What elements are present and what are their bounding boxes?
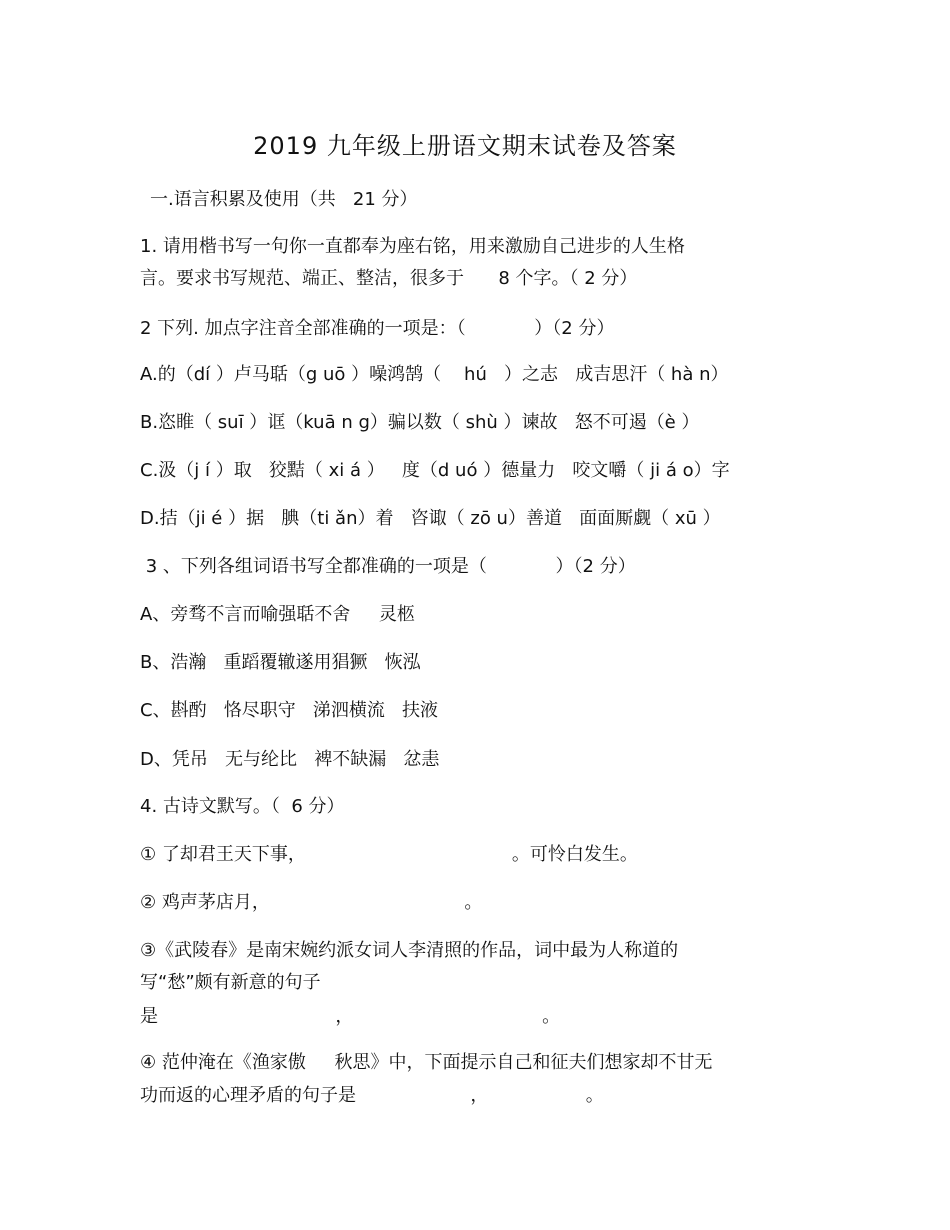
- q4-item-4-line-1: ④ 范仲淹在《渔家傲 秋思》中，下面提示自己和征夫们想家却不甘无: [140, 1052, 713, 1073]
- q4-item-3-line-1: ③《武陵春》是南宋婉约派女词人李清照的作品，词中最为人称道的: [140, 940, 679, 961]
- q1-line-1: 1. 请用楷书写一句你一直都奉为座右铭，用来激励自己进步的人生格: [140, 236, 685, 257]
- q2-option-d: D.拮（ji é ）据 腆（ti ǎn）着 咨诹（ zō u）善道 面面厮觑（ xū ）: [140, 508, 721, 529]
- q4-item-3-line-2: 写“愁”颇有新意的句子: [140, 972, 321, 993]
- q3-option-c: C、斟酌 恪尽职守 涕泗横流 扶液: [140, 700, 439, 721]
- q2-option-a: A.的（dí ）卢马聒（g uō ）噪鸿鹄（ hú ）之志 成吉思汗（ hà n）: [140, 364, 729, 385]
- q4-stem: 4. 古诗文默写。（ 6 分）: [140, 796, 345, 817]
- q3-option-d: D、凭吊 无与纶比 裨不缺漏 忿恚: [140, 749, 440, 770]
- q3-option-b: B、浩瀚 重蹈覆辙遂用猖獗 恢泓: [140, 652, 421, 673]
- q2-stem: 2 下列. 加点字注音全部准确的一项是：（ ）（2 分）: [140, 318, 615, 339]
- q3-option-a: A、旁骛不言而喻强聒不舍 灵柩: [140, 604, 415, 625]
- q4-item-1: ① 了却君王天下事， 。可怜白发生。: [140, 844, 638, 865]
- q4-item-2: ② 鸡声茅店月， 。: [140, 892, 483, 913]
- q2-option-b: B.恣睢（ suī ）诓（kuā n g）骗以数（ shù ）谏故 怒不可遏（è ）: [140, 412, 700, 433]
- q2-option-c: C.汲（j í ）取 狡黠（ xi á ） 度（d uó ）德量力 咬文嚼（ ji á o）字: [140, 460, 730, 481]
- q4-item-3-line-3: 是 ， 。: [140, 1006, 561, 1027]
- q3-stem: 3 、下列各组词语书写全都准确的一项是（ ）（2 分）: [140, 556, 636, 577]
- q4-item-4-line-2: 功而返的心理矛盾的句子是 ， 。: [140, 1085, 604, 1106]
- section-heading: 一.语言积累及使用（共 21 分）: [150, 189, 418, 210]
- q1-line-2: 言。要求书写规范、端正、整洁，很多于 8 个字。（ 2 分）: [140, 268, 638, 289]
- page-title: 2019 九年级上册语文期末试卷及答案: [253, 132, 677, 160]
